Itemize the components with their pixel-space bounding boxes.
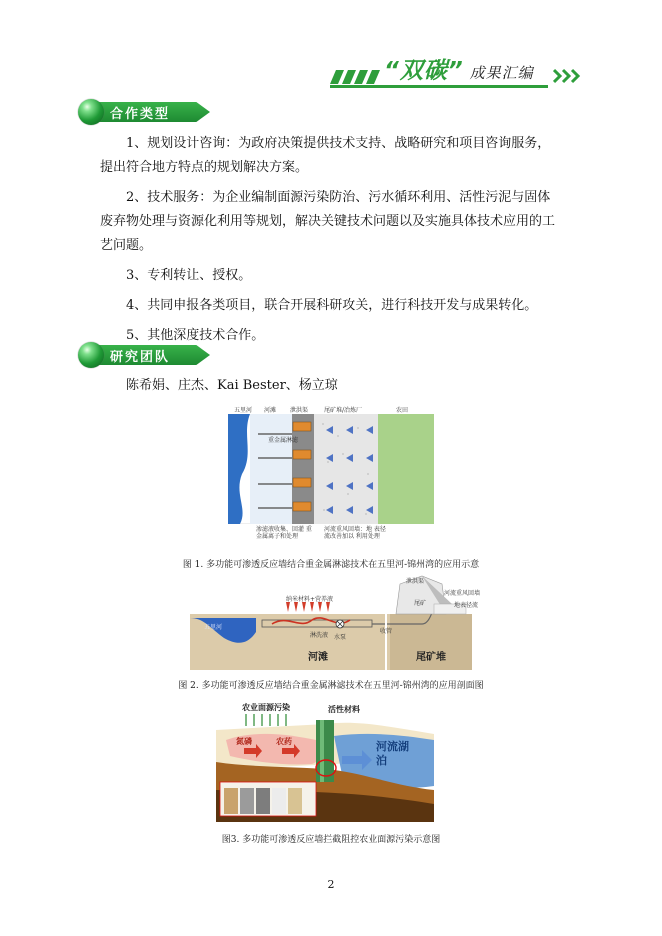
list-item: 2、技术服务：为企业编制面源污染防治、污水循环利用、活性污泥与固体废弃物处理与资源化利用等规划，解决关键技术问题以及实施具体技术应用的工艺问题。 [100,190,556,253]
fig2-label-farmland: 地表径流 [454,602,479,609]
fig3-label-nitrogen: 氮磷 [236,737,252,746]
fig2-label-drain: 泄洪渠 [406,578,425,585]
fig2-label-beach: 河滩 [308,652,328,663]
list-item: 3、专利转让、授权。 [126,268,252,283]
figure-3 [216,700,434,822]
fig3-label-active: 活性材料 [328,705,360,714]
fig3-label-pesticide: 农药 [276,737,292,746]
list-item: 4、共同申报各类项目，联合开展科研攻关，进行科技开发与成果转化。 [126,298,538,313]
section-header-team [78,342,218,368]
fig1-note-right: 河流重风回墙：地 表径流改善加以 利用处理 [324,526,386,540]
fig1-note-left: 渗滤液收集、回灌 重金属离子和处理 [256,526,312,540]
chevrons-icon [553,68,583,84]
section-header-cooperation [78,99,218,125]
fig1-diagram [228,414,434,524]
fig3-label-agri: 农业面源污染 [242,703,290,712]
fig1-inner-note: 重金属淋滤 [268,437,299,444]
fig2-label-river: 五里河 [204,624,223,631]
fig2-label-materials: 纳米材料+营养液 [286,596,334,603]
list-item: 1、规划设计咨询：为政府决策提供技术支持、战略研究和项目咨询服务，提出符合地方特点的规划解决方案。 [100,136,551,175]
fig2-label-pipe: 收管 [380,628,393,635]
fig2-label-leach: 淋洗液 [310,632,329,639]
fig1-label-top: 五里河 [234,407,253,414]
fig2-label-top-right: 河流重风回墙 [444,590,481,597]
fig2-label-tailings: 尾矿 [414,600,427,607]
figure-3-caption: 图3. 多功能可渗透反应墙拦截阻控农业面源污染示意图 [221,835,441,845]
fig1-label-top: 河滩 [264,407,277,414]
figure-2 [190,574,481,670]
green-ball-icon [78,99,104,125]
fig1-label-top: 农田 [396,407,409,414]
fig3-label-river-lake: 河流湖泊 [376,740,409,767]
figure-1-caption: 图 1. 多功能可渗透反应墙结合重金属淋滤技术在五里河-锦州湾的应用示意 [182,560,480,570]
list-item: 5、其他深度技术合作。 [126,328,265,343]
fig1-label-top: 泄洪渠 [290,407,309,414]
section-title: 研究团队 [110,350,171,365]
section-title: 合作类型 [110,107,171,122]
header-title [384,52,534,86]
fig2-label-heap: 尾矿堆 [416,652,446,663]
cooperation-list [100,132,562,348]
team-members: 陈希娟、庄杰、Kai Bester、杨立琼 [126,378,338,393]
header-underline [330,85,548,88]
header-title-main: “双碳” [384,58,464,84]
green-ball-icon [78,342,104,368]
page-number: 2 [327,878,335,891]
figure-2-caption: 图 2. 多功能可渗透反应墙结合重金属淋滤技术在五里河-锦州湾的应用剖面图 [178,681,484,691]
header-title-sub: 成果汇编 [469,64,534,82]
fig1-label-top: 尾矿堆/冶炼厂 [324,407,363,414]
fig2-label-pump: 水泵 [334,634,347,641]
figure-1 [228,404,434,544]
header-stripes-decoration [330,70,382,84]
